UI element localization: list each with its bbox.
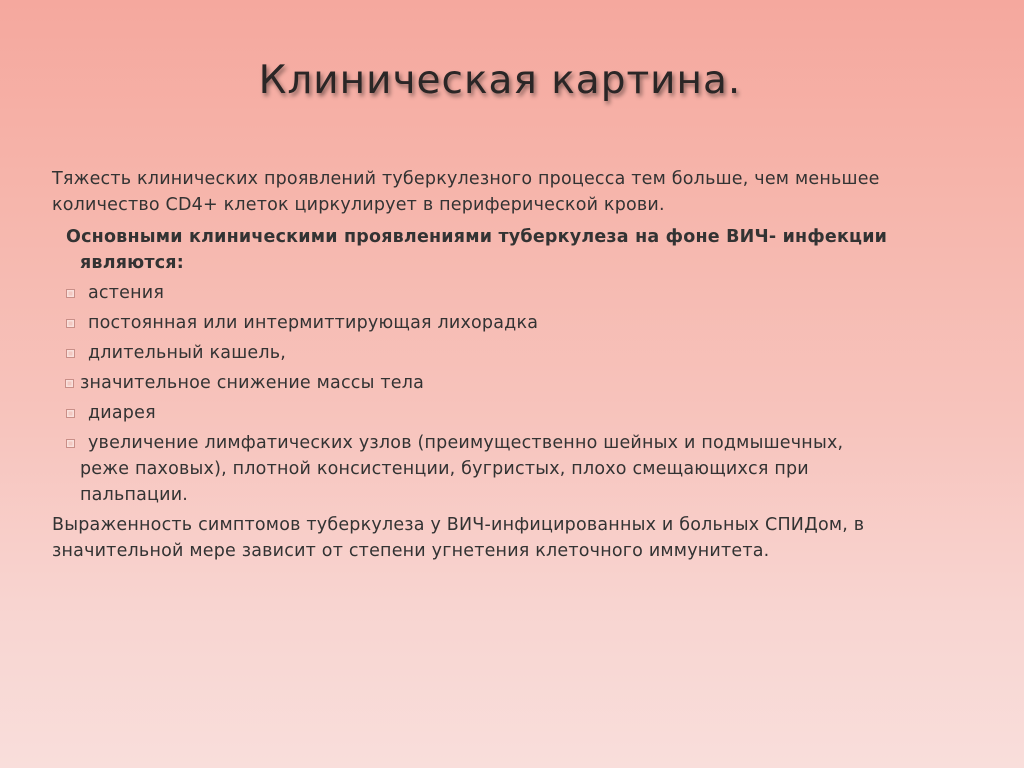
subheading [66,224,972,276]
intro-line: Тяжесть клинических проявлений туберкулезного процесса тем больше, чем меньшее [52,169,880,189]
slide-title: Клиническая картина. [258,58,742,103]
intro-line: количество CD4+ клеток циркулирует в периферической крови. [52,195,665,215]
list-item-text: пальпации. [80,485,189,505]
list-item [52,400,972,426]
square-bullet-icon [66,349,75,358]
subheading-line: Основными клиническими проявлениями туберкулеза на фоне ВИЧ- инфекции [66,227,888,247]
square-bullet-icon [66,439,75,448]
list-item [52,370,972,396]
square-bullet-icon [66,409,75,418]
conclusion-line: значительной мере зависит от степени угнетения клеточного иммунитета. [52,541,770,561]
list-item [52,430,972,508]
square-bullet-icon [66,289,75,298]
slide-body [52,166,972,564]
list-item-text: астения [88,283,165,303]
conclusion-paragraph [52,512,972,564]
list-item [52,280,972,306]
conclusion-line: Выраженность симптомов туберкулеза у ВИЧ-инфицированных и больных СПИДом, в [52,515,865,535]
list-item-text: длительный кашель, [88,343,287,363]
list-item-text: диарея [88,403,156,423]
list-item-text: значительное снижение массы тела [80,373,425,393]
list-item-text: постоянная или интермиттирующая лихорадка [88,313,539,333]
list-item-text: увеличение лимфатических узлов (преимущественно шейных и подмышечных, [88,433,844,453]
symptom-list [52,280,972,508]
square-bullet-icon [65,379,74,388]
list-item [52,310,972,336]
list-item [52,340,972,366]
list-item-text: реже паховых), плотной консистенции, бугристых, плохо смещающихся при [80,459,809,479]
square-bullet-icon [66,319,75,328]
intro-paragraph [52,166,972,218]
subheading-line: являются: [80,253,184,273]
